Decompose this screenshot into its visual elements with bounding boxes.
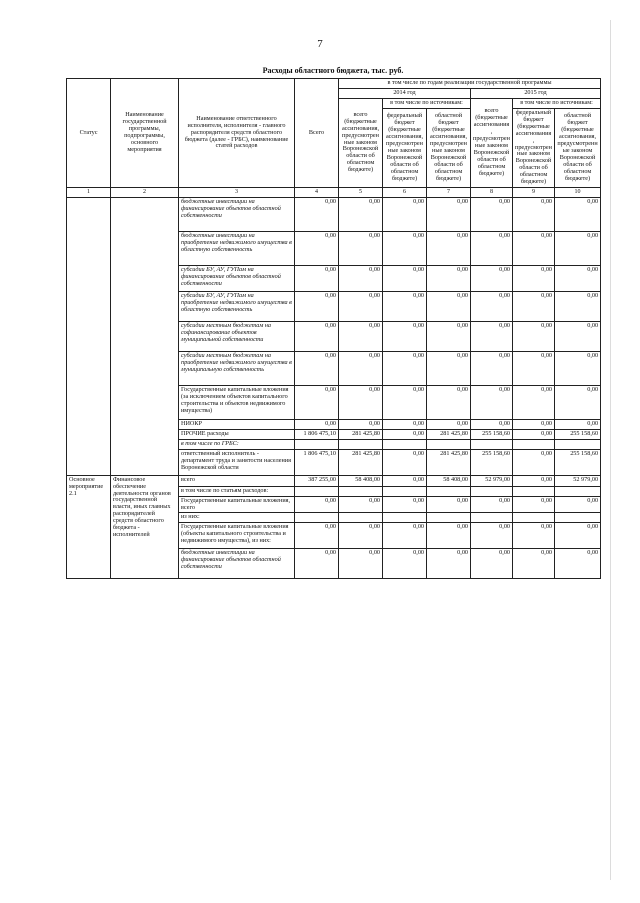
amount-cell [513,513,555,523]
amount-cell: 255 158,60 [471,449,513,475]
measure-name: Финансовое обеспечение деятельности органов государственной власти, иных главных распорядителей средств областного бюджета - исполнителей [111,475,179,579]
expense-item-label: бюджетные инвестиции на финансирование объектов областной собственности [179,197,295,231]
table-row [67,475,601,486]
expense-item-label: субсидии БУ, АУ, ГУПам на приобретение недвижимого имущества в областную собственность [179,291,295,321]
amount-cell: 0,00 [471,496,513,513]
expense-item-label: Государственные капитальные вложения (за исключением объектов капитального строительства и объектов недвижимого имущества) [179,385,295,419]
amount-cell: 0,00 [471,291,513,321]
amount-cell: 0,00 [339,351,383,385]
header-2014-regional: областной бюджет (бюджетные ассигнования, предусмотренные законом Воронежской области об областном бюджете) [427,108,471,187]
amount-cell: 0,00 [383,419,427,429]
header-2015-regional: областной бюджет (бюджетные ассигнования, предусмотренные законом Воронежской области об областном бюджете) [555,108,601,187]
amount-cell: 0,00 [471,419,513,429]
measure-status: Основное мероприятие 2.1 [67,475,111,579]
amount-cell: 0,00 [427,351,471,385]
header-by-years: в том числе по годам реализации государственной программы [339,79,601,89]
column-number: 8 [471,188,513,198]
header-2015-sources: в том числе по источникам: [513,98,601,108]
amount-cell: 0,00 [295,265,339,291]
amount-cell: 0,00 [295,291,339,321]
amount-cell: 0,00 [471,351,513,385]
amount-cell: 0,00 [383,291,427,321]
amount-cell: 281 425,80 [339,429,383,439]
amount-cell: 0,00 [427,265,471,291]
expense-item-label: субсидии местным бюджетам на софинансирование объектов муниципальной собственности [179,321,295,351]
amount-cell: 52 979,00 [555,475,601,486]
amount-cell: 0,00 [555,523,601,549]
header-2014-all-budget: всего (бюджетные ассигнования, предусмотренные законом Воронежской области об областном бюджете) [339,98,383,187]
amount-cell: 0,00 [427,231,471,265]
amount-cell: 58 408,00 [339,475,383,486]
amount-cell [339,439,383,449]
amount-cell: 0,00 [339,291,383,321]
amount-cell [383,439,427,449]
amount-cell [339,486,383,496]
amount-cell [295,513,339,523]
amount-cell: 0,00 [383,523,427,549]
budget-table [66,78,601,579]
amount-cell: 0,00 [295,197,339,231]
expense-item-label: субсидии БУ, АУ, ГУПам на финансирование объектов областной собственности [179,265,295,291]
amount-cell: 0,00 [295,231,339,265]
column-number: 2 [111,188,179,198]
amount-cell [555,439,601,449]
scan-edge-line [610,20,611,880]
amount-cell: 0,00 [555,265,601,291]
expense-item-label: в том числе по статьям расходов: [179,486,295,496]
amount-cell: 0,00 [383,449,427,475]
expense-item-label: ПРОЧИЕ расходы [179,429,295,439]
amount-cell [427,486,471,496]
table-caption: Расходы областного бюджета, тыс. руб. [262,66,404,75]
amount-cell: 387 255,00 [295,475,339,486]
amount-cell: 0,00 [383,549,427,579]
amount-cell: 0,00 [339,419,383,429]
amount-cell: 0,00 [295,351,339,385]
amount-cell: 0,00 [555,231,601,265]
report-sheet [66,66,600,579]
amount-cell [383,513,427,523]
amount-cell [383,486,427,496]
header-year-2015: 2015 год [471,88,601,98]
amount-cell: 0,00 [513,197,555,231]
amount-cell [555,486,601,496]
amount-cell: 0,00 [471,523,513,549]
amount-cell: 0,00 [427,523,471,549]
amount-cell [471,439,513,449]
amount-cell: 0,00 [471,197,513,231]
amount-cell: 0,00 [295,321,339,351]
table-row [67,197,601,231]
column-number-row [67,188,601,198]
amount-cell: 1 806 475,10 [295,449,339,475]
amount-cell: 0,00 [339,523,383,549]
amount-cell: 0,00 [513,429,555,439]
amount-cell: 0,00 [339,197,383,231]
amount-cell: 281 425,80 [427,449,471,475]
expense-item-label: в том числе по ГРБС: [179,439,295,449]
amount-cell: 0,00 [427,419,471,429]
amount-cell [295,439,339,449]
amount-cell: 255 158,60 [555,429,601,439]
amount-cell: 0,00 [295,523,339,549]
amount-cell: 0,00 [427,197,471,231]
amount-cell [513,486,555,496]
header-2014-sources: в том числе по источникам: [383,98,471,108]
amount-cell: 0,00 [383,385,427,419]
table-header [67,79,601,188]
expense-item-label: ответственный исполнитель - департамент труда и занятости населения Воронежской области [179,449,295,475]
amount-cell: 0,00 [383,265,427,291]
amount-cell: 58 408,00 [427,475,471,486]
amount-cell: 0,00 [555,197,601,231]
amount-cell: 0,00 [513,231,555,265]
column-number: 1 [67,188,111,198]
amount-cell: 281 425,80 [339,449,383,475]
column-number: 10 [555,188,601,198]
amount-cell: 0,00 [555,291,601,321]
amount-cell: 0,00 [513,321,555,351]
amount-cell: 0,00 [513,385,555,419]
amount-cell: 0,00 [513,496,555,513]
amount-cell: 0,00 [383,351,427,385]
column-number: 3 [179,188,295,198]
amount-cell [513,439,555,449]
expense-item-label: бюджетные инвестиции на финансирование объектов областной собственности [179,549,295,579]
amount-cell: 0,00 [295,549,339,579]
amount-cell: 0,00 [555,351,601,385]
amount-cell: 0,00 [295,419,339,429]
amount-cell: 0,00 [471,265,513,291]
amount-cell: 281 425,80 [427,429,471,439]
amount-cell: 0,00 [513,265,555,291]
amount-cell: 0,00 [427,496,471,513]
amount-cell: 0,00 [383,321,427,351]
header-2015-federal: федеральный бюджет (бюджетные ассигнования, предусмотренные законом Воронежской области об областном бюджете) [513,108,555,187]
amount-cell [555,513,601,523]
amount-cell: 0,00 [427,549,471,579]
header-2015-all-budget: всего (бюджетные ассигнования, предусмотренные законом Воронежской области об областном бюджете) [471,98,513,187]
amount-cell: 0,00 [471,231,513,265]
amount-cell: 0,00 [513,523,555,549]
amount-cell: 0,00 [513,449,555,475]
header-status: Статус [67,79,111,188]
header-program-name: Наименование государственной программы, подпрограммы, основного мероприятия [111,79,179,188]
amount-cell: 0,00 [471,385,513,419]
expense-item-label: Государственные капитальные вложения, всего [179,496,295,513]
amount-cell: 0,00 [427,291,471,321]
amount-cell [339,513,383,523]
amount-cell: 0,00 [513,351,555,385]
header-total: Всего [295,79,339,188]
amount-cell: 0,00 [339,496,383,513]
expense-item-label: из них: [179,513,295,523]
amount-cell: 0,00 [295,496,339,513]
expense-item-label: бюджетные инвестиции на приобретение недвижимого имущества в областную собственность [179,231,295,265]
amount-cell [427,439,471,449]
amount-cell: 0,00 [471,321,513,351]
amount-cell: 52 979,00 [471,475,513,486]
amount-cell: 0,00 [383,429,427,439]
amount-cell: 0,00 [339,549,383,579]
page-number: 7 [317,38,323,50]
amount-cell: 0,00 [339,231,383,265]
amount-cell: 0,00 [471,549,513,579]
column-number: 4 [295,188,339,198]
amount-cell: 0,00 [339,321,383,351]
amount-cell: 0,00 [555,385,601,419]
amount-cell: 0,00 [339,385,383,419]
program-cell-empty [111,197,179,475]
amount-cell: 0,00 [383,197,427,231]
amount-cell: 0,00 [383,475,427,486]
amount-cell: 0,00 [555,321,601,351]
amount-cell [471,486,513,496]
amount-cell: 0,00 [555,419,601,429]
amount-cell: 0,00 [513,549,555,579]
expense-item-label: субсидии местным бюджетам на приобретение недвижимого имущества в муниципальную собственность [179,351,295,385]
amount-cell: 0,00 [295,385,339,419]
expense-item-label: НИОКР [179,419,295,429]
amount-cell: 255 158,60 [555,449,601,475]
expense-item-label: Государственные капитальные вложения (объекты капитального строительства и недвижимого имущества), из них: [179,523,295,549]
amount-cell: 0,00 [339,265,383,291]
column-number: 6 [383,188,427,198]
amount-cell: 0,00 [555,496,601,513]
amount-cell: 255 158,60 [471,429,513,439]
amount-cell: 0,00 [383,496,427,513]
column-number: 7 [427,188,471,198]
header-executor: Наименование ответственного исполнителя, исполнителя - главного распорядителя средств областного бюджета (далее - ГРБС), наименование статей расходов [179,79,295,188]
amount-cell [471,513,513,523]
amount-cell: 0,00 [383,231,427,265]
column-number: 5 [339,188,383,198]
table-body [67,188,601,579]
status-cell-empty [67,197,111,475]
amount-cell: 0,00 [427,385,471,419]
amount-cell: 0,00 [555,549,601,579]
amount-cell: 0,00 [513,291,555,321]
amount-cell: 0,00 [513,419,555,429]
column-number: 9 [513,188,555,198]
amount-cell: 1 806 475,10 [295,429,339,439]
amount-cell: 0,00 [427,321,471,351]
amount-cell [427,513,471,523]
header-2014-federal: федеральный бюджет (бюджетные ассигнования, предусмотренные законом Воронежской области об областном бюджете) [383,108,427,187]
amount-cell [295,486,339,496]
expense-item-label: всего [179,475,295,486]
amount-cell: 0,00 [513,475,555,486]
header-year-2014: 2014 год [339,88,471,98]
